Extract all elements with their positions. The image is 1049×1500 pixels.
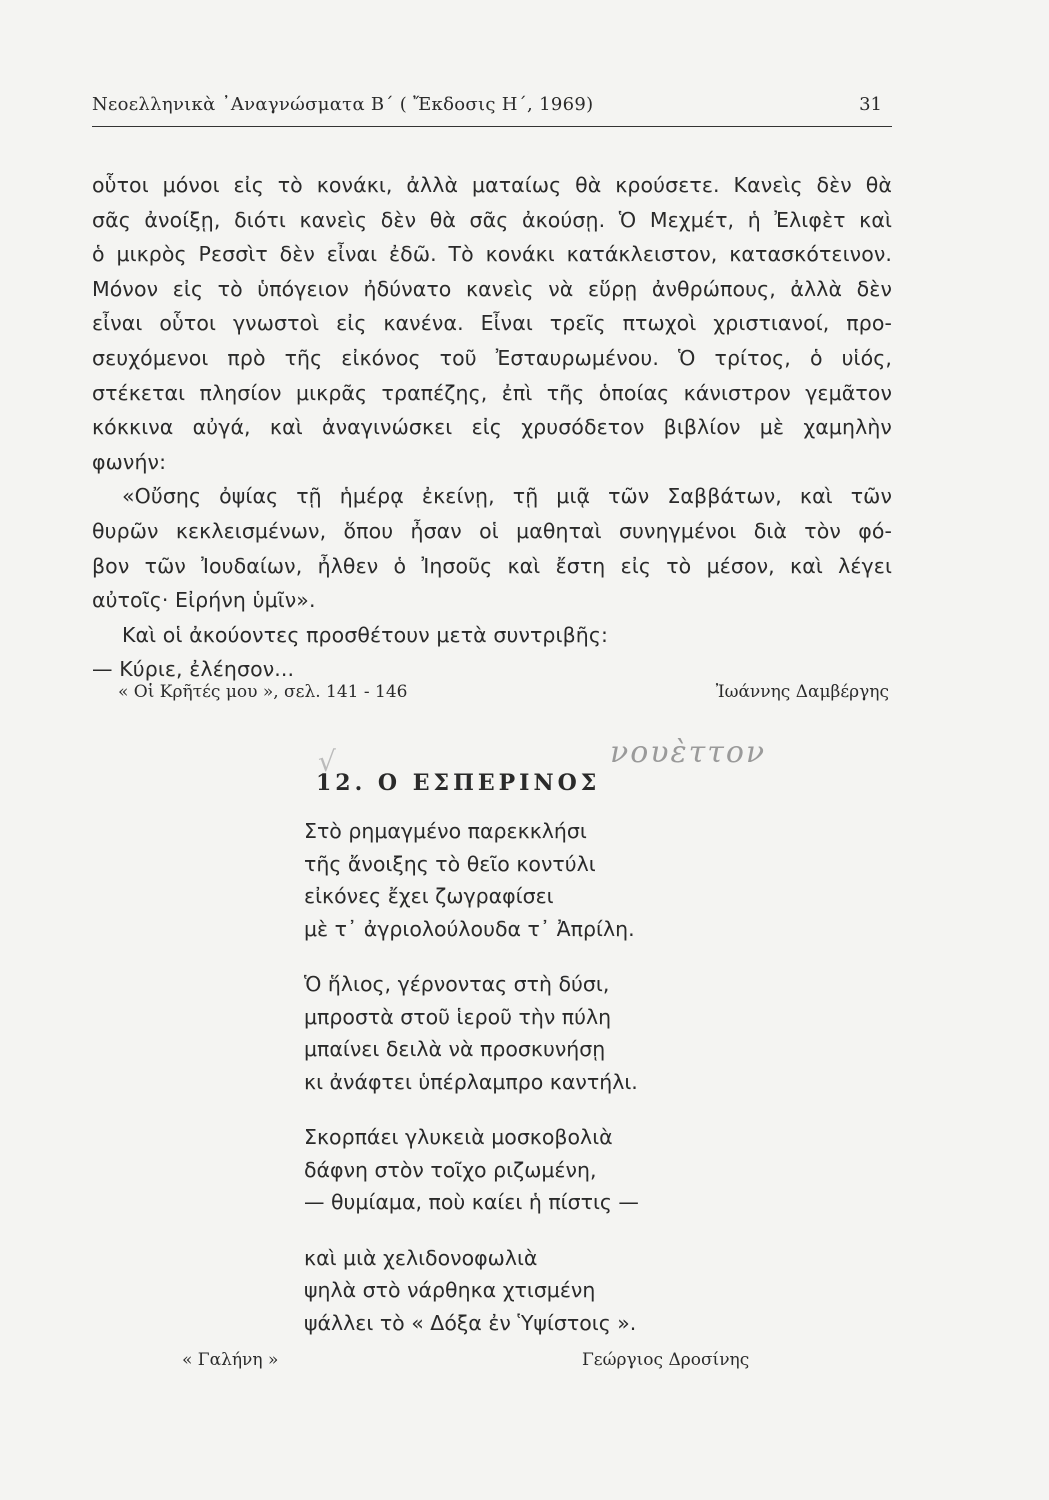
running-header [92,90,892,127]
verse-line: μπροστὰ στοῦ ἱεροῦ τὴν πύλη [304,1004,612,1029]
prose-line: στέκεται πλησίον μικρᾶς τραπέζης, ἐπὶ τῆς ὁποίας κάνιστρον γεμᾶτον [92,380,892,405]
handwritten-note: νουὲττον [610,735,767,770]
stanza [304,1121,639,1219]
verse-line: Ὁ ἥλιος, γέρνοντας στὴ δύσι, [304,972,610,996]
poem [304,815,639,1362]
poem-title: 12. Ο ΕΣΠΕΡΙΝΟΣ [316,770,601,796]
prose-source: « Οἱ Κρῆτές μου », σελ. 141 - 146 [118,682,408,702]
verse-line: — θυμίαμα, ποὺ καίει ἡ πίστις — [304,1190,639,1214]
poem-author: Γεώργιος Δροσίνης [582,1350,750,1370]
verse-line: εἰκόνες ἔχει ζωγραφίσει [304,884,554,908]
prose-line: Καὶ οἱ ἀκούοντες προσθέτουν μετὰ συντριβῆς: [122,622,608,647]
verse-line: κι ἀνάφτει ὑπέρλαμπρο καντήλι. [304,1069,638,1094]
prose-author: Ἰωάννης Δαμβέργης [715,682,889,702]
prose-passage [92,168,892,687]
verse-line: δάφνη στὸν τοῖχο ριζωμένη, [304,1157,597,1182]
verse-line: μὲ τ᾽ ἀγριολούλουδα τ᾽ Ἀπρίλη. [304,916,635,941]
stanza [304,968,639,1098]
verse-line: ψηλὰ στὸ νάρθηκα χτισμένη [304,1278,596,1302]
prose-line: Μόνον εἰς τὸ ὑπόγειον ἠδύνατο κανεὶς νὰ εὕρῃ ἀνθρώπους, ἀλλὰ δὲν [92,276,892,301]
stanza [304,1242,639,1340]
pen-mark-icon: √ [318,745,336,778]
prose-line: κόκκινα αὐγά, καὶ ἀναγινώσκει εἰς χρυσόδετον βιβλίον μὲ χαμηλὴν [92,415,892,440]
verse-line: Στὸ ρημαγμένο παρεκκλήσι [304,819,587,843]
verse-line: Σκορπάει γλυκειὰ μοσκοβολιὰ [304,1125,613,1149]
prose-line: «Οὔσης ὀψίας τῇ ἡμέρᾳ ἐκείνῃ, τῇ μιᾷ τῶν Σαββάτων, καὶ τῶν [122,484,892,509]
verse-line: καὶ μιὰ χελιδονοφωλιὰ [304,1245,538,1270]
verse-line: ψάλλει τὸ « Δόξα ἐν Ὑψίστοις ». [304,1310,637,1335]
verse-line: μπαίνει δειλὰ νὰ προσκυνήσῃ [304,1037,606,1061]
page-number: 31 [859,94,882,115]
prose-line: σᾶς ἀνοίξῃ, διότι κανεὶς δὲν θὰ σᾶς ἀκούσῃ. Ὁ Μεχμέτ, ἡ Ἐλιφὲτ καὶ [92,207,892,232]
prose-line: — Κύριε, ἐλέησον... [92,657,295,682]
poem-source: « Γαλήνη » [182,1350,279,1370]
prose-line: σευχόμενοι πρὸ τῆς εἰκόνος τοῦ Ἐσταυρωμένου. Ὁ τρίτος, ὁ υἱός, [92,345,892,370]
verse-line: τῆς ἄνοιξης τὸ θεῖο κοντύλι [304,851,596,876]
prose-line: θυρῶν κεκλεισμένων, ὅπου ἦσαν οἱ μαθηταὶ συνηγμένοι διὰ τὸν φό- [92,518,892,543]
stanza [304,815,639,945]
prose-line: φωνήν: [92,449,167,474]
book-title: Νεοελληνικὰ ᾿Αναγνώσματα Β΄ ( Ἔκδοσις Η΄, 1969) [92,94,594,115]
prose-line: εἶναι οὗτοι γνωστοὶ εἰς κανένα. Εἶναι τρεῖς πτωχοὶ χριστιανοί, προ- [92,311,892,336]
prose-line: αὐτοῖς· Εἰρήνη ὑμῖν». [92,588,316,613]
prose-line: οὗτοι μόνοι εἰς τὸ κονάκι, ἀλλὰ ματαίως θὰ κρούσετε. Κανεὶς δὲν θὰ [92,173,892,197]
prose-line: ὁ μικρὸς Ρεσσὶτ δὲν εἶναι ἐδῶ. Τὸ κονάκι κατάκλειστον, κατασκότεινον. [92,242,892,267]
prose-line: βον τῶν Ἰουδαίων, ἦλθεν ὁ Ἰησοῦς καὶ ἔστη εἰς τὸ μέσον, καὶ λέγει [92,553,892,578]
